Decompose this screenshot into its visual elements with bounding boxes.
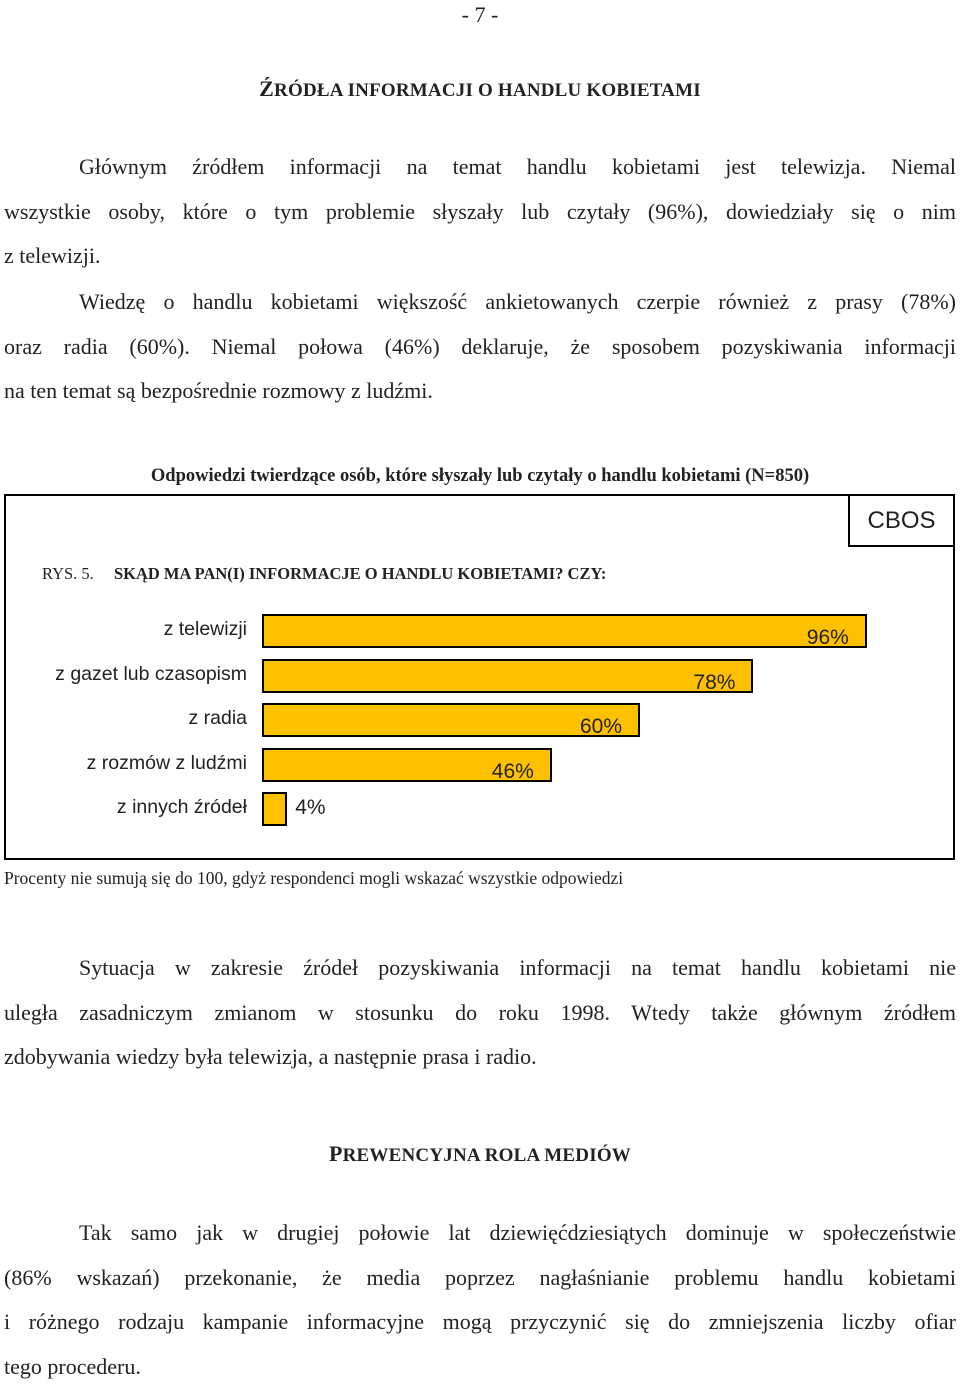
figure-question: SKĄD MA PAN(I) INFORMACJE O HANDLU KOBIETAMI? CZY:	[114, 564, 606, 583]
data-label: 96%	[807, 626, 849, 650]
paragraph-line: Tak samo jak w drugiej połowie lat dziewięćdziesiątych dominuje w społeczeństwie	[4, 1211, 956, 1256]
chart-frame	[4, 494, 955, 860]
chart-footnote: Procenty nie sumują się do 100, gdyż respondenci mogli wskazać wszystkie odpowiedzi	[4, 868, 623, 889]
paragraph-line: tego procederu.	[4, 1345, 956, 1389]
bar	[262, 792, 287, 826]
paragraph-line: oraz radia (60%). Niemal połowa (46%) deklaruje, że sposobem pozyskiwania informacji	[4, 325, 956, 370]
paragraph-line: z telewizji.	[4, 234, 956, 279]
paragraph-line: wszystkie osoby, które o tym problemie słyszały lub czytały (96%), dowiedziały się o nim	[4, 190, 956, 235]
section-heading-prevention	[0, 1141, 960, 1167]
category-label: z gazet lub czasopism	[7, 663, 247, 686]
page-number: - 7 -	[0, 2, 960, 28]
data-label: 46%	[492, 760, 534, 784]
paragraph-line: zdobywania wiedzy była telewizja, a następnie prasa i radio.	[4, 1035, 956, 1080]
heading-initial: P	[329, 1141, 343, 1166]
category-label: z radia	[7, 707, 247, 730]
data-label: 60%	[580, 715, 622, 739]
bar	[262, 659, 753, 693]
paragraph-line: Głównym źródłem informacji na temat handlu kobietami jest telewizja. Niemal	[4, 145, 956, 190]
category-label: z telewizji	[7, 618, 247, 641]
paragraph-2	[4, 280, 956, 414]
paragraph-line: i różnego rodzaju kampanie informacyjne mogą przyczynić się do zmniejszenia liczby ofiar	[4, 1300, 956, 1345]
chart-title: Odpowiedzi twierdzące osób, które słyszały lub czytały o handlu kobietami (N=850)	[0, 466, 960, 487]
data-label: 78%	[693, 671, 735, 695]
paragraph-3	[4, 946, 956, 1080]
category-label: z rozmów z ludźmi	[7, 752, 247, 775]
bar	[262, 614, 867, 648]
paragraph-line: uległa zasadniczym zmianom w stosunku do roku 1998. Wtedy także głównym źródłem	[4, 991, 956, 1036]
paragraph-4	[4, 1211, 956, 1389]
figure-number: RYS. 5.	[42, 564, 94, 583]
section-heading-sources	[0, 76, 960, 102]
paragraph-line: na ten temat są bezpośrednie rozmowy z ludźmi.	[4, 369, 956, 414]
heading-text: RÓDŁA INFORMACJI O HANDLU KOBIETAMI	[274, 80, 701, 101]
paragraph-line: Sytuacja w zakresie źródeł pozyskiwania informacji na temat handlu kobietami nie	[4, 946, 956, 991]
paragraph-line: (86% wskazań) przekonanie, że media poprzez nagłaśnianie problemu handlu kobietami	[4, 1256, 956, 1301]
paragraph-1	[4, 145, 956, 279]
data-label: 4%	[295, 796, 325, 820]
figure-caption	[42, 564, 606, 584]
heading-text: REWENCYJNA ROLA MEDIÓW	[343, 1145, 631, 1166]
category-label: z innych źródeł	[7, 796, 247, 819]
source-badge: CBOS	[848, 494, 955, 547]
heading-initial: Ź	[259, 76, 274, 101]
paragraph-line: Wiedzę o handlu kobietami większość ankietowanych czerpie również z prasy (78%)	[4, 280, 956, 325]
